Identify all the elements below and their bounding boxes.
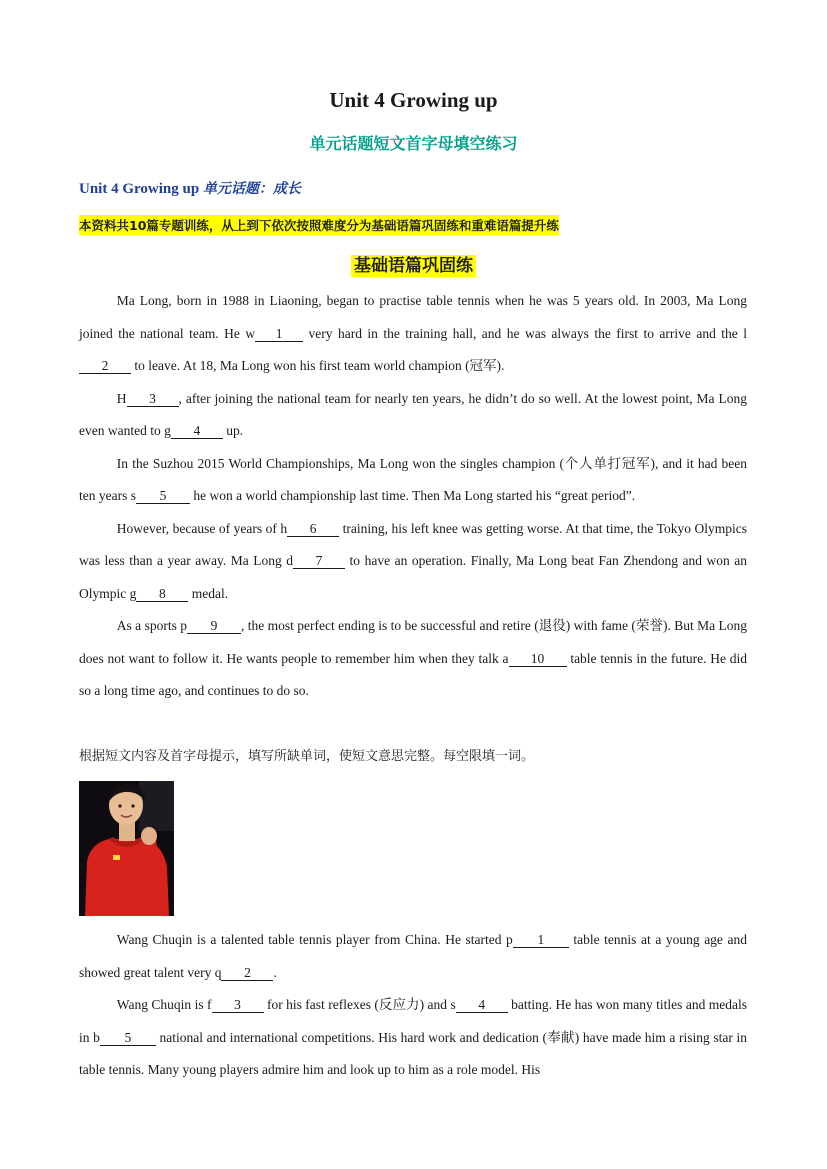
passage-ma-long: [79, 285, 747, 708]
blank-1[interactable]: 1: [513, 932, 569, 948]
passage-text: to have an operation. Finally, Ma Long beat Fan Zhendong and won an Olympic g: [79, 553, 748, 601]
passage-text: national and international competitions. His hard work and dedication (奉献) have made him a rising star in table tennis. Many young players admire him and look up to him as a role model. His: [79, 1029, 747, 1077]
section-heading-text: 基础语篇巩固练: [351, 255, 476, 277]
blank-4[interactable]: 4: [171, 423, 223, 439]
blank-3[interactable]: 3: [212, 997, 264, 1013]
passage-text: H: [116, 390, 127, 406]
blank-7[interactable]: 7: [293, 553, 345, 569]
blank-2[interactable]: 2: [79, 358, 131, 374]
document-subtitle: 单元话题短文首字母填空练习: [309, 134, 518, 153]
passage-wang-chuqin: [79, 924, 747, 1087]
section-heading: [0, 251, 827, 276]
paragraph: [79, 610, 747, 708]
paragraph: [79, 448, 747, 513]
blank-2[interactable]: 2: [221, 965, 273, 981]
document-title: Unit 4 Growing up: [329, 88, 498, 112]
blank-10[interactable]: 10: [509, 651, 567, 667]
blank-8[interactable]: 8: [136, 586, 188, 602]
passage-text: In the Suzhou 2015 World Championships, Ma Long won the singles champion (个人单打冠军), and it had been ten years s: [79, 455, 747, 503]
player-photo: [79, 781, 174, 916]
passage-text: training, his left knee was getting worse. At that time, the Tokyo Olympics was less than a year away. Ma Long d: [79, 520, 747, 568]
blank-1[interactable]: 1: [255, 326, 303, 342]
unit-topic-cn: 单元话题：成长: [202, 181, 301, 197]
passage-text: very hard in the training hall, and he was always the first to arrive and the l: [303, 325, 747, 341]
paragraph: [79, 513, 747, 611]
blank-5[interactable]: 5: [136, 488, 190, 504]
player-illustration: [79, 781, 174, 916]
passage-text: , after joining the national team for nearly ten years, he didn’t do so well. At the lowest point, Ma Long even wanted to g: [79, 390, 747, 438]
passage-text: to leave. At 18, Ma Long won his first team world champion (冠军).: [131, 358, 505, 373]
blank-9[interactable]: 9: [187, 618, 241, 634]
paragraph: [79, 285, 747, 383]
unit-topic: [79, 178, 301, 198]
passage-text: for his fast reflexes (反应力) and s: [263, 997, 456, 1012]
blank-5[interactable]: 5: [100, 1030, 156, 1046]
passage-text: he won a world championship last time. Then Ma Long started his “great period”.: [189, 488, 636, 503]
passage-text: medal.: [188, 585, 229, 601]
passage-text: However, because of years of h: [116, 520, 288, 536]
paragraph: [79, 383, 747, 448]
passage-text: table tennis at a young age and showed great talent very q: [79, 932, 747, 980]
paragraph: [79, 989, 747, 1087]
passage-text: Wang Chuqin is a talented table tennis player from China. He started p: [116, 932, 513, 947]
paragraph: [79, 924, 747, 989]
blank-4[interactable]: 4: [456, 997, 508, 1013]
passage-text: up.: [222, 423, 244, 438]
passage-text: As a sports p: [116, 618, 187, 633]
blank-3[interactable]: 3: [127, 391, 179, 407]
instruction-text: 根据短文内容及首字母提示，填写所缺单词，使短文意思完整。每空限填一词。: [79, 749, 535, 764]
passage-text: , the most perfect ending is to be successful and retire (退役) with fame (荣誉). But Ma Long does not want to follow it. He wants people to remember him when they talk a: [79, 618, 748, 666]
unit-topic-en: Unit 4 Growing up: [79, 181, 200, 197]
passage-text: table tennis in the future. He did so a long time ago, and continues to do so.: [79, 650, 747, 698]
intro-highlight: 本资料共10篇专题训练，从上到下依次按照难度分为基础语篇巩固练和重难语篇提升练: [79, 215, 559, 235]
passage-text: Ma Long, born in 1988 in Liaoning, began to practise table tennis when he was 5 years old. In 2003, Ma Long joined the national team. He w: [79, 293, 747, 341]
blank-6[interactable]: 6: [287, 521, 339, 537]
passage-text: batting. He has won many titles and medals in b: [79, 997, 748, 1045]
passage-text: .: [273, 964, 277, 980]
passage-text: Wang Chuqin is f: [116, 997, 212, 1012]
